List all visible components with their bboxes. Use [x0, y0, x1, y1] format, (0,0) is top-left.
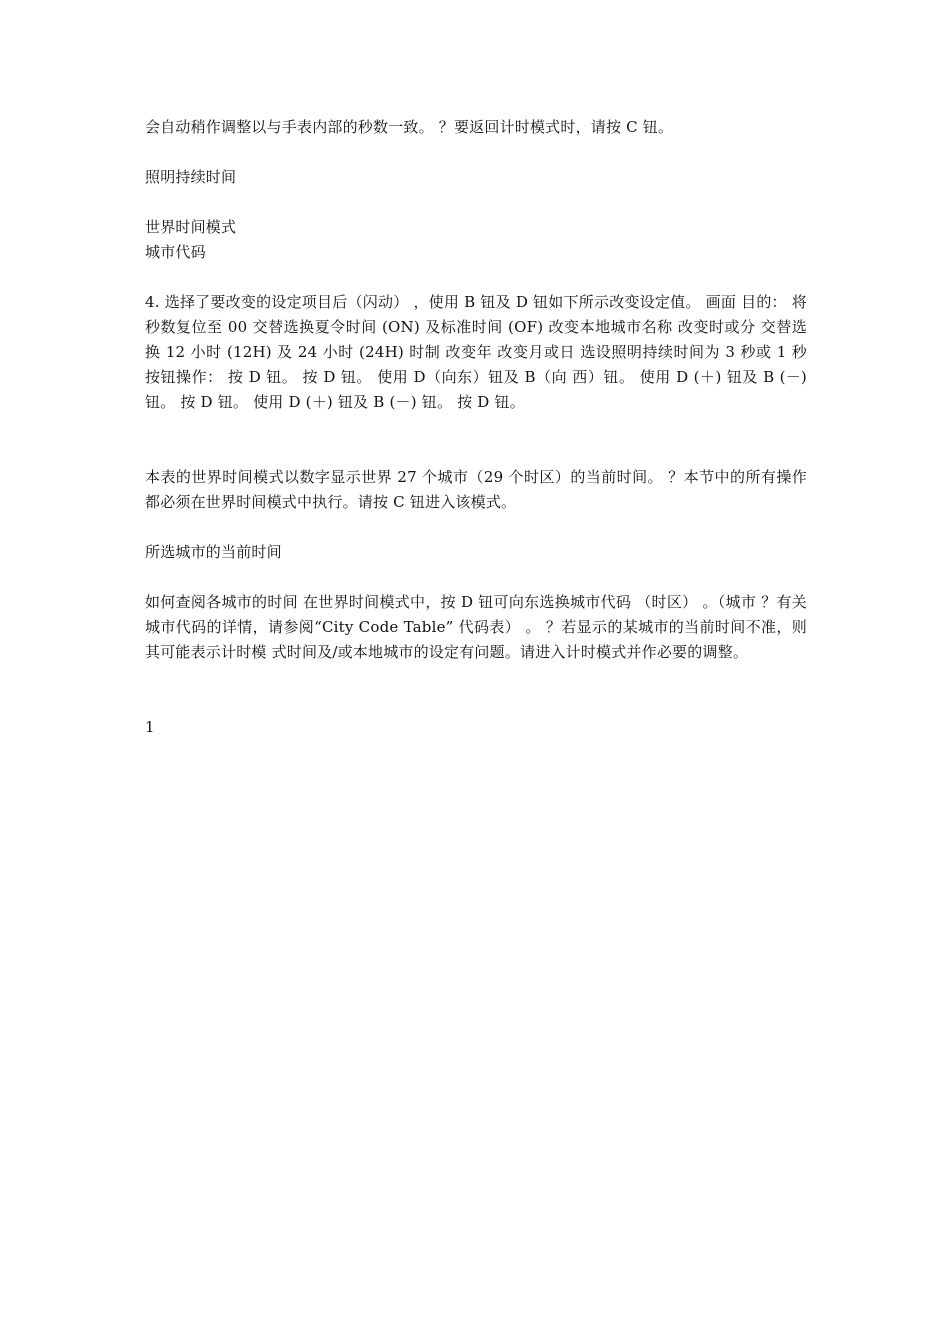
paragraph-auto-adjust: 会自动稍作调整以与手表内部的秒数一致。 ？要返回计时模式时，请按 C 钮。 [145, 118, 674, 136]
paragraph-check-city-time: 如何查阅各城市的时间 在世界时间模式中，按 D 钮可向东选换城市代码 （时区） 。（城市 ？有关城市代码的详情，请参阅“City Code Table” 代码表） 。 ？若显示的某城市的当前时间不准，则其可能表示计时模 式时间及/或本地城市的设定有问题。请进入计时模式并作必要的调整。 [145, 593, 807, 661]
heading-current-city-time: 所选城市的当前时间 [145, 543, 282, 561]
heading-light-duration: 照明持续时间 [145, 168, 237, 186]
heading-world-time-mode: 世界时间模式 [145, 218, 237, 236]
paragraph-setting-instructions: 4. 选择了要改变的设定项目后（闪动） ，使用 B 钮及 D 钮如下所示改变设定值。 画面 目的： 将秒数复位至 00 交替选换夏令时间 (ON) 及标准时间 (OF) 改变本地城市名称 改变时或分 交替选换 12 小时 (12H) 及 24 小时 (24H) 时制 改变年 改变月或日 选设照明持续时间为 3 秒或 1 秒 按钮操作： 按 D 钮。 按 D 钮。 使用 D（向东）钮及 B（向 西）钮。 使用 D (＋) 钮及 B (－) 钮。 按 D 钮。 使用 D (＋) 钮及 B (－) 钮。 按 D 钮。 [145, 293, 807, 411]
paragraph-world-time-intro: 本表的世界时间模式以数字显示世界 27 个城市（29 个时区）的当前时间。 ？本节中的所有操作都必须在世界时间模式中执行。请按 C 钮进入该模式。 [145, 468, 807, 511]
heading-city-code: 城市代码 [145, 243, 206, 261]
page-number: 1 [145, 718, 155, 736]
